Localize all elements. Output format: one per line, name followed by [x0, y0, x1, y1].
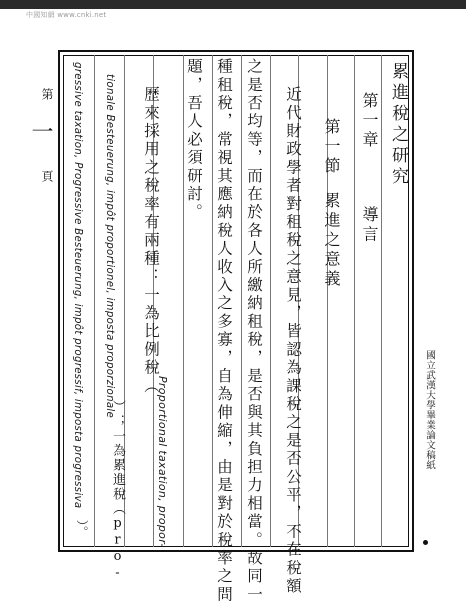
archive-stamp: 國立武漢大學畢業論文稿紙 — [424, 350, 435, 470]
section-heading: 累進之意義 — [322, 192, 341, 290]
page-label-top: 第 — [40, 88, 54, 100]
column-rule — [270, 55, 271, 547]
chapter-title: 第一章 — [360, 92, 379, 151]
stamp-dot — [423, 540, 428, 545]
column-rule — [354, 55, 355, 547]
chapter-heading: 導言 — [360, 206, 379, 245]
running-title: 累進稅之研究 — [388, 62, 408, 188]
manuscript-line: 之是否均等，而在於各人所繳納租稅，是否與其負担力相當。故同一 — [245, 58, 263, 604]
scan-watermark: 中國知網 www.cnki.net — [26, 11, 107, 19]
progressive-intro: ）；一為累進稅（pro- — [110, 400, 125, 582]
latin-progressive: gressive taxation, Progressive Besteuerung, impôt progressif, imposta progressiva — [72, 62, 83, 509]
manuscript-line: 題，吾人必須研討。 — [185, 58, 203, 222]
page-number: 一 — [28, 120, 53, 142]
column-rule — [381, 55, 382, 547]
section-title: 第一節 — [322, 118, 341, 177]
latin-proportional: Proportional taxation, propor- — [156, 376, 169, 548]
column-rule — [94, 55, 95, 547]
page-label-bottom: 頁 — [40, 170, 54, 182]
closing-mark: ）。 — [75, 520, 89, 538]
scan-edge — [0, 0, 466, 9]
manuscript-line: 種租稅，常視其應納稅人收入之多寡，自為伸縮，由是對於稅率之問 — [215, 58, 233, 604]
latin-proportional-cont: tionale Besteuerung, impôt proportionel, imposta proporzionale — [104, 74, 115, 419]
column-rule — [241, 55, 242, 547]
rate-types-intro: 歷來採用之稅率有兩種：一為比例稅（ — [142, 86, 160, 396]
manuscript-line: 近代財政學者對租稅之意見，皆認為課稅之是否公平，不在稅額 — [284, 86, 302, 596]
